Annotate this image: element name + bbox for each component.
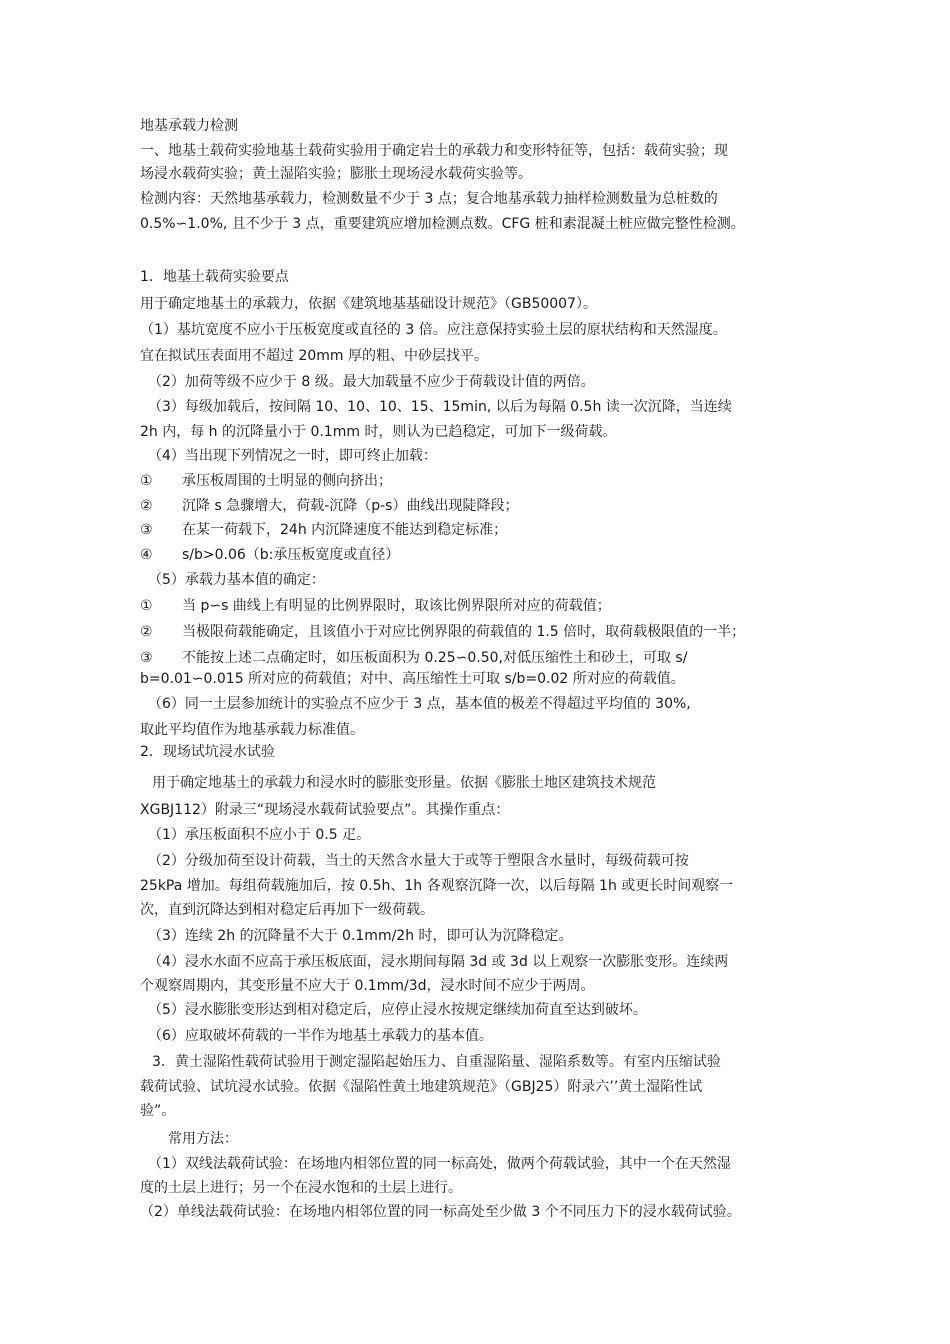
- paragraph-line: 次，直到沉降达到相对稳定后再加下一级荷载。: [140, 902, 434, 918]
- section-heading: 1．地基土载荷实验要点: [140, 269, 289, 285]
- paragraph-line: （1）承压板面积不应小于 0.5 疋。: [148, 827, 371, 843]
- section-heading: 3．黄土湿陷性载荷试验用于测定湿陷起始压力、自重湿陷量、湿陷系数等。有室内压缩试验: [152, 1054, 721, 1070]
- paragraph-line: 载荷试验、试坑浸水试验。依据《湿陷性黄土地建筑规范》（GBJ25）附录六’’黄土湿陷性试: [140, 1079, 703, 1095]
- paragraph-line: （1）双线法载荷试验：在场地内相邻位置的同一标高处，做两个荷载试验，其中一个在天然湿: [148, 1156, 731, 1172]
- paragraph-line: 取此平均值作为地基承载力标准值。: [140, 722, 364, 738]
- paragraph-line: （5）承载力基本值的确定：: [148, 572, 325, 588]
- paragraph-line: （3）每级加载后，按间隔 10、10、10、15、15min, 以后为每隔 0.5h 读一次沉降，当连续: [148, 399, 732, 415]
- list-marker: ④: [140, 547, 153, 563]
- paragraph-line: （4）当出现下列情况之一时，即可终止加载：: [148, 448, 437, 464]
- paragraph-line: 个观察周期内，其变形量不应大于 0.1mm/3d，浸水时间不应少于两周。: [140, 978, 595, 994]
- paragraph-line: 用于确定地基土的承载力和浸水时的膨胀变形量。依据《膨胀土地区建筑技术规范: [152, 775, 656, 791]
- list-marker: ①: [140, 473, 153, 489]
- paragraph-line: （5）浸水膨胀变形达到相对稳定后，应停止浸水按规定继续加荷直至达到破坏。: [148, 1002, 647, 1018]
- list-marker: ③: [140, 650, 153, 666]
- paragraph-line: 2h 内，每 h 的沉降量小于 0.1mm 时，则认为已趋稳定，可加下一级荷载。: [140, 424, 617, 440]
- paragraph-line: ⅩGBJ112）附录三“现场浸水载荷试验要点”。其操作重点：: [140, 802, 510, 818]
- paragraph-line: 检测内容：天然地基承载力，检测数量不少于 3 点；复合地基承载力抽样检测数量为总桩数的: [140, 191, 718, 207]
- paragraph-line: （2）单线法载荷试验：在场地内相邻位置的同一标高处至少做 3 个不同压力下的浸水载荷试验。: [140, 1204, 741, 1220]
- list-item: 不能按上述二点确定时，如压板面积为 0.25∽0.50,对低压缩性土和砂土，可取 s/: [182, 650, 688, 666]
- paragraph-line: （2）加荷等级不应少于 8 级。最大加载量不应少于荷载设计值的两倍。: [148, 374, 595, 390]
- list-item: 沉降 s 急骤增大，荷载-沉降（p-s）曲线出现陡降段；: [182, 498, 519, 514]
- list-item: 当极限荷载能确定，且该值小于对应比例界限的荷载值的 1.5 倍时，取荷载极限值的一半；: [182, 624, 746, 640]
- list-item: 当 p∽s 曲线上有明显的比例界限时，取该比例界限所对应的荷载值；: [182, 598, 611, 614]
- paragraph-line: 0.5%∽1.0%, 且不少于 3 点，重要建筑应增加检测点数。CFG 桩和素混凝土桩应做完整性检测。: [140, 216, 745, 232]
- paragraph-line: 25kPa 增加。每组荷载施加后，按 0.5h、1h 各观察沉降一次，以后每隔 1h 或更长时间观察一: [140, 878, 734, 894]
- paragraph-line: 场浸水载荷实验；黄土湿陷实验；膨胀土现场浸水载荷实验等。: [140, 166, 532, 182]
- paragraph-line: （3）连续 2h 的沉降量不大于 0.1mm/2h 时，即可认为沉降稳定。: [148, 928, 573, 944]
- paragraph-line: （6）同一土层参加统计的实验点不应少于 3 点，基本值的极差不得超过平均值的 30%,: [148, 696, 691, 712]
- list-marker: ③: [140, 522, 153, 538]
- list-item: 在某一荷载下，24h 内沉降速度不能达到稳定标准；: [182, 522, 508, 538]
- paragraph-line: 用于确定地基土的承载力，依据《建筑地基基础设计规范》（GB50007）。: [140, 296, 597, 312]
- paragraph-line: 度的土层上进行；另一个在浸水饱和的土层上进行。: [140, 1180, 462, 1196]
- paragraph-line: （1）基坑宽度不应小于压板宽度或直径的 3 倍。应注意保持实验土层的原状结构和天然湿度。: [140, 322, 727, 338]
- list-marker: ①: [140, 598, 153, 614]
- paragraph-line: （2）分级加荷至设计荷载，当土的天然含水量大于或等于塑限含水量时，每级荷载可按: [148, 853, 689, 869]
- paragraph-line: 验”。: [140, 1103, 176, 1119]
- list-marker: ②: [140, 624, 153, 640]
- section-heading: 2．现场试坑浸水试验: [140, 744, 275, 760]
- paragraph-line: （6）应取破坏荷载的一半作为地基土承载力的基本值。: [148, 1028, 493, 1044]
- paragraph-line: （4）浸水水面不应高于承压板底面，浸水期间每隔 3d 或 3d 以上观察一次膨胀变形。连续两: [148, 954, 729, 970]
- paragraph-line: 宜在拟试压表面用不超过 20mm 厚的粗、中砂层找平。: [140, 348, 488, 364]
- document-title: 地基承载力检测: [140, 118, 238, 134]
- paragraph-line: 常用方法：: [168, 1131, 238, 1147]
- paragraph-line: 一、地基土载荷实验地基土载荷实验用于确定岩土的承载力和变形特征等，包括：载荷实验；现: [140, 143, 728, 159]
- list-item: s/b>0.06（b:承压板宽度或直径）: [182, 547, 400, 563]
- list-item: 承压板周围的土明显的侧向挤出；: [182, 473, 392, 489]
- list-marker: ②: [140, 498, 153, 514]
- paragraph-line: b=0.01∽0.015 所对应的荷载值；对中、高压缩性土可取 s/b=0.02 所对应的荷载值。: [140, 671, 685, 687]
